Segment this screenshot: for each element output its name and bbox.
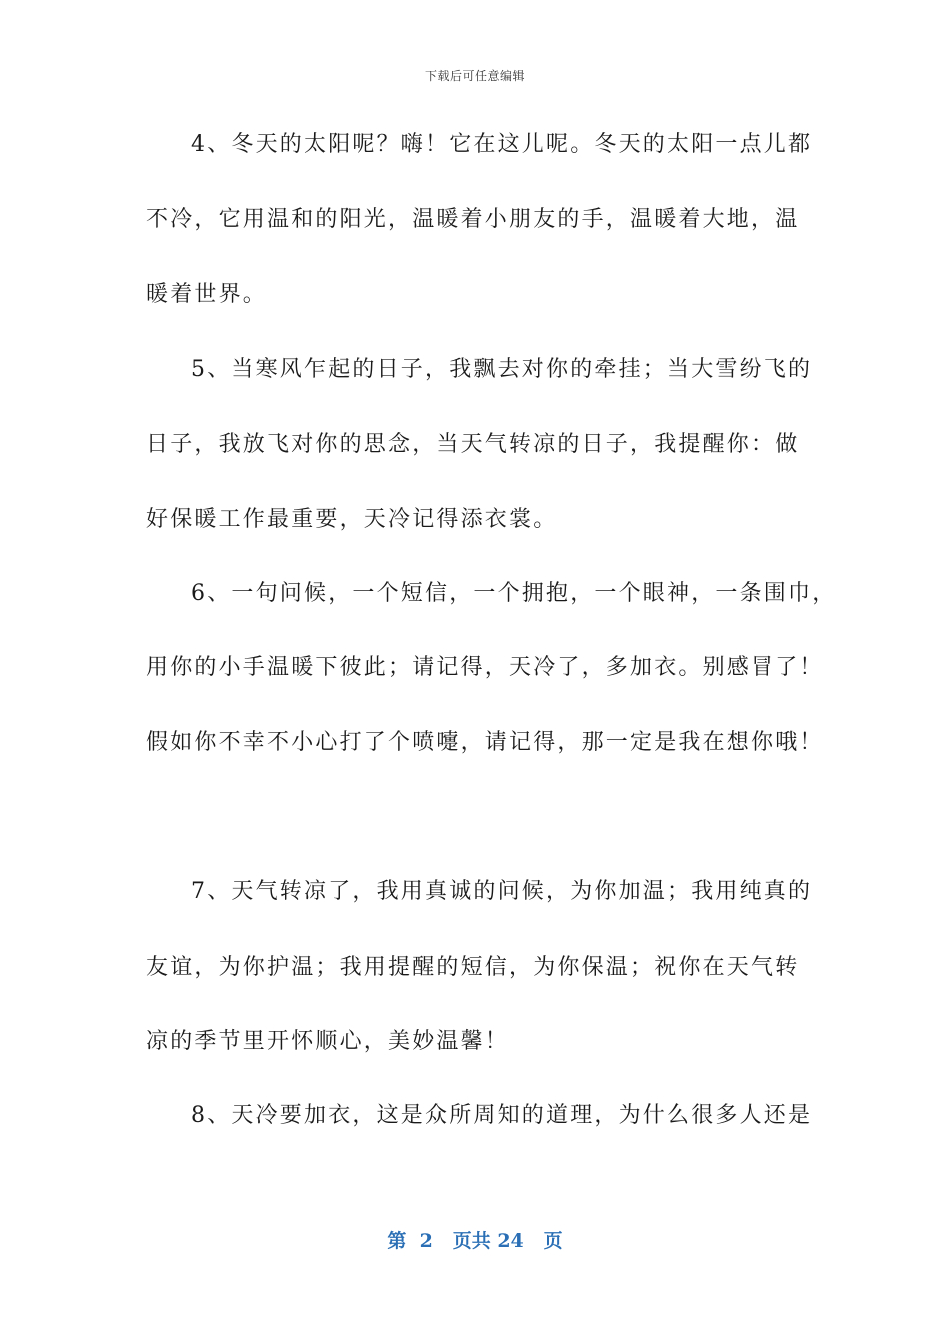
paragraph-5-line-1: 5、当寒风乍起的日子，我飘去对你的牵挂；当大雪纷飞的 [191,357,813,382]
footer-suffix: 页 [543,1230,563,1252]
current-page-number: 2 [419,1230,433,1252]
paragraph-5-line-3: 好保暖工作最重要，天冷记得添衣裳。 [146,507,558,532]
page-header-note: 下载后可任意编辑 [424,69,525,83]
total-pages-number: 24 [497,1230,524,1252]
paragraph-6-line-2: 用你的小手温暖下彼此；请记得，天冷了，多加衣。别感冒了！ [146,655,824,680]
paragraph-8-line-1: 8、天冷要加衣，这是众所周知的道理，为什么很多人还是 [191,1103,813,1128]
paragraph-7-line-2: 友谊，为你护温；我用提醒的短信，为你保温；祝你在天气转 [146,955,800,980]
footer-middle: 页共 [452,1230,491,1252]
footer-prefix: 第 [387,1230,407,1252]
paragraph-6-line-3: 假如你不幸不小心打了个喷嚏，请记得，那一定是我在想你哦！ [146,730,824,755]
page-number-footer [0,1226,950,1253]
paragraph-4-line-1: 4、冬天的太阳呢？嗨！它在这儿呢。冬天的太阳一点儿都 [191,132,813,157]
paragraph-7-line-1: 7、天气转凉了，我用真诚的问候，为你加温；我用纯真的 [191,879,813,904]
paragraph-7-line-3: 凉的季节里开怀顺心，美妙温馨！ [146,1029,510,1054]
paragraph-4-line-3: 暖着世界。 [146,282,268,307]
paragraph-4-line-2: 不冷，它用温和的阳光，温暖着小朋友的手，温暖着大地，温 [146,207,800,232]
paragraph-6-line-1: 6、一句问候，一个短信，一个拥抱，一个眼神，一条围巾， [191,581,837,606]
paragraph-5-line-2: 日子，我放飞对你的思念，当天气转凉的日子，我提醒你：做 [146,432,800,457]
